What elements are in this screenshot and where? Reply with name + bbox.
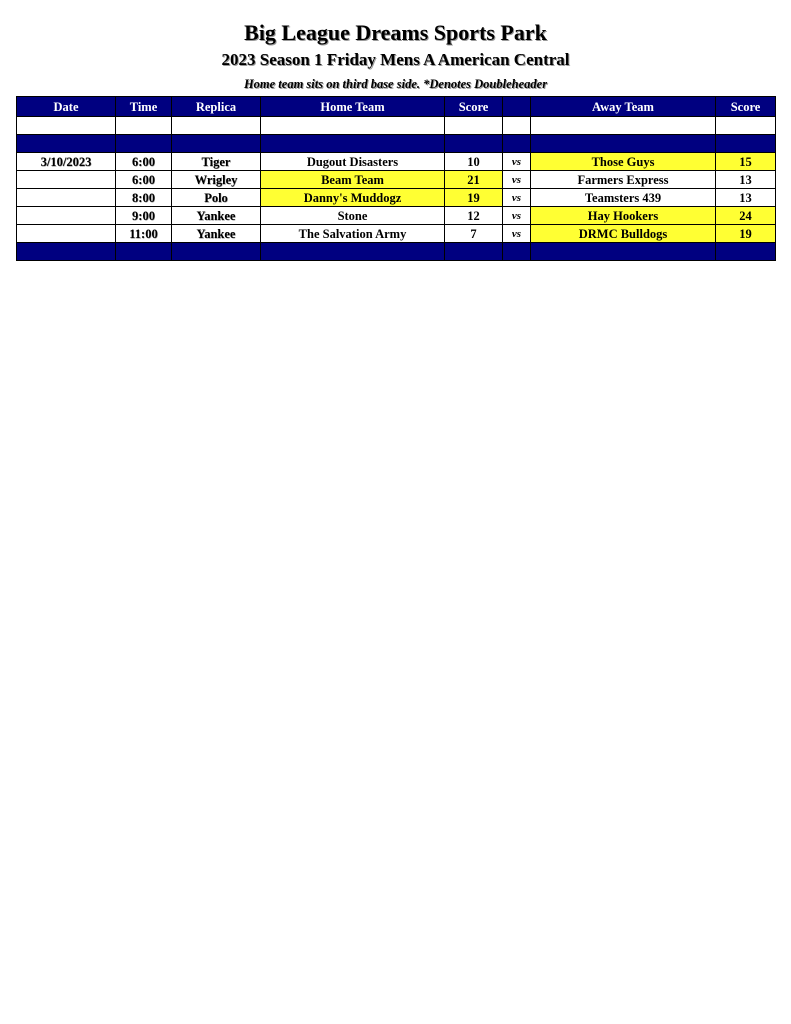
away-score-cell: 15 (716, 153, 776, 171)
date-cell (17, 207, 116, 225)
home-team-cell: Beam Team (261, 171, 445, 189)
vs-cell: vs (503, 171, 531, 189)
time-cell: 6:00 (116, 153, 172, 171)
vs-cell: vs (503, 189, 531, 207)
time-cell: 6:00 (116, 171, 172, 189)
date-cell: 3/10/2023 (17, 153, 116, 171)
home-team-cell: The Salvation Army (261, 225, 445, 243)
date-cell (17, 171, 116, 189)
replica-cell: Yankee (172, 225, 261, 243)
away-team-cell: Those Guys (531, 153, 716, 171)
away-score-cell: 19 (716, 225, 776, 243)
away-team-cell: DRMC Bulldogs (531, 225, 716, 243)
home-score-cell: 10 (445, 153, 503, 171)
home-score-cell: 12 (445, 207, 503, 225)
date-cell (17, 189, 116, 207)
table-row (17, 207, 776, 225)
home-score-cell: 7 (445, 225, 503, 243)
home-team-cell: Danny's Muddogz (261, 189, 445, 207)
separator-band (17, 243, 776, 261)
table-row (17, 171, 776, 189)
vs-cell: vs (503, 207, 531, 225)
time-cell: 11:00 (116, 225, 172, 243)
table-row (17, 225, 776, 243)
replica-cell: Polo (172, 189, 261, 207)
col-header-home-team: Home Team (261, 97, 445, 117)
blank-row (17, 117, 776, 135)
away-score-cell: 13 (716, 171, 776, 189)
time-cell: 9:00 (116, 207, 172, 225)
table-row (17, 189, 776, 207)
col-header-vs (503, 97, 531, 117)
away-team-cell: Teamsters 439 (531, 189, 716, 207)
page-note: Home team sits on third base side. *Denotes Doubleheader (243, 77, 548, 91)
page-subtitle: 2023 Season 1 Friday Mens A American Central (221, 50, 570, 69)
replica-cell: Wrigley (172, 171, 261, 189)
away-score-cell: 13 (716, 189, 776, 207)
home-score-cell: 19 (445, 189, 503, 207)
col-header-away-team: Away Team (531, 97, 716, 117)
away-score-cell: 24 (716, 207, 776, 225)
page-title: Big League Dreams Sports Park (244, 20, 547, 45)
away-team-cell: Farmers Express (531, 171, 716, 189)
header-row (17, 97, 776, 117)
schedule-table (16, 96, 776, 261)
col-header-replica: Replica (172, 97, 261, 117)
replica-cell: Tiger (172, 153, 261, 171)
time-cell: 8:00 (116, 189, 172, 207)
col-header-away-score: Score (716, 97, 776, 117)
away-team-cell: Hay Hookers (531, 207, 716, 225)
col-header-home-score: Score (445, 97, 503, 117)
date-cell (17, 225, 116, 243)
home-score-cell: 21 (445, 171, 503, 189)
col-header-date: Date (17, 97, 116, 117)
home-team-cell: Dugout Disasters (261, 153, 445, 171)
col-header-time: Time (116, 97, 172, 117)
vs-cell: vs (503, 225, 531, 243)
vs-cell: vs (503, 153, 531, 171)
home-team-cell: Stone (261, 207, 445, 225)
table-row (17, 153, 776, 171)
separator-band (17, 135, 776, 153)
replica-cell: Yankee (172, 207, 261, 225)
